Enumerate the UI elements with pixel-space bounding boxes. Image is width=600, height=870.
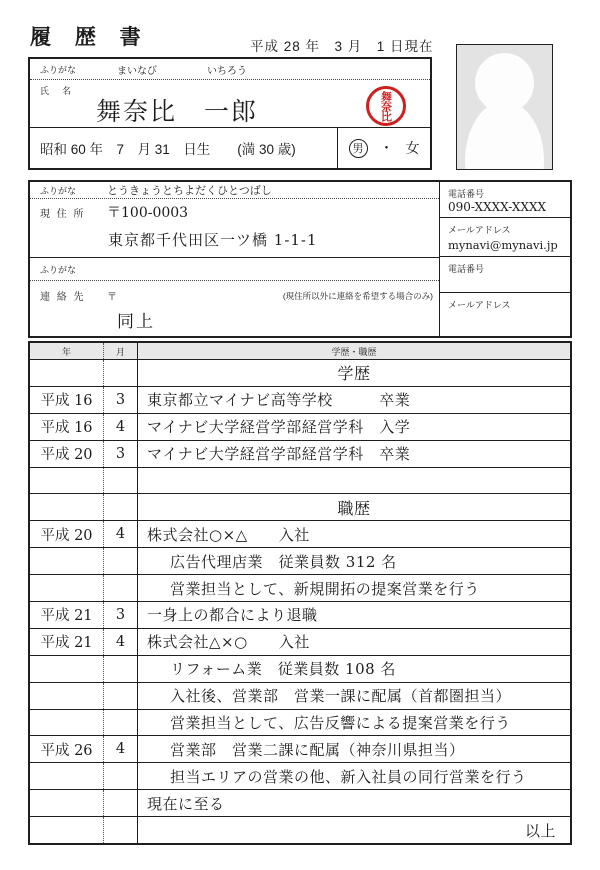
row-month xyxy=(104,683,138,709)
contact-phone-cell xyxy=(440,257,570,293)
birth-date: 昭和 60 年 7 月 31 日生 (満 30 歳) xyxy=(40,142,296,157)
table-row xyxy=(30,468,570,495)
row-month xyxy=(104,548,138,574)
table-row xyxy=(30,683,570,710)
row-detail: 入社後、営業部 営業一課に配属（首都圏担当） xyxy=(170,687,512,706)
row-detail: 一身上の都合により退職 xyxy=(147,606,318,625)
contact-main xyxy=(30,281,439,336)
furigana-givenname: いちろう xyxy=(207,65,247,77)
address-contact-section xyxy=(28,180,572,338)
row-detail: 職歴 xyxy=(337,498,371,518)
row-year xyxy=(30,710,104,736)
person-silhouette-body xyxy=(465,101,544,170)
birth-gender-row xyxy=(30,127,430,168)
phone-number: 090-XXXX-XXXX xyxy=(448,200,547,214)
row-month xyxy=(104,710,138,736)
row-month xyxy=(104,817,138,843)
row-detail: マイナビ大学経営学部経営学科 入学 xyxy=(147,418,411,437)
phone-label: 電話番号 xyxy=(448,264,485,274)
row-year: 平成 20 xyxy=(30,441,104,467)
contact-value: 同上 xyxy=(117,312,155,332)
row-year xyxy=(30,683,104,709)
email-cell xyxy=(440,218,570,257)
postal-code: 〒100-0003 xyxy=(107,205,189,221)
table-row xyxy=(30,710,570,737)
contact-furigana-row xyxy=(30,258,439,281)
row-month: 4 xyxy=(104,629,138,655)
table-row xyxy=(30,441,570,468)
postal-mark: 〒 xyxy=(107,292,117,303)
row-month xyxy=(104,763,138,789)
row-detail: 広告代理店業 従業員数 312 名 xyxy=(170,552,397,571)
month-column-header: 月 xyxy=(104,343,138,359)
detail-column-header: 学歴・職歴 xyxy=(331,346,377,357)
row-detail: 現在に至る xyxy=(147,794,225,813)
current-address-block xyxy=(30,182,439,258)
row-year xyxy=(30,763,104,789)
contact-label: 連 絡 先 xyxy=(40,292,86,303)
photo-placeholder xyxy=(456,44,553,170)
current-address-label: 現 住 所 xyxy=(40,209,86,220)
table-row xyxy=(30,629,570,656)
row-detail xyxy=(138,468,570,494)
row-year: 平成 16 xyxy=(30,387,104,413)
phone-cell xyxy=(440,182,570,218)
row-month: 4 xyxy=(104,736,138,762)
table-row xyxy=(30,817,570,843)
hanko-seal-icon xyxy=(366,86,406,126)
contact-note: (現住所以外に連絡を希望する場合のみ) xyxy=(282,291,433,301)
gender-dot: ・ xyxy=(379,140,394,156)
row-detail: 営業担当として、新規開拓の提案営業を行う xyxy=(170,579,480,598)
gender-male-selected: 男 xyxy=(349,139,368,158)
furigana-label: ふりがな xyxy=(40,185,77,196)
furigana-label: ふりがな xyxy=(40,264,77,275)
row-year: 平成 20 xyxy=(30,521,104,547)
row-year xyxy=(30,575,104,601)
email-label: メールアドレス xyxy=(448,300,511,310)
row-year xyxy=(30,790,104,816)
address-main xyxy=(30,199,439,257)
name-row xyxy=(30,80,430,127)
row-detail: 営業担当として、広告反響による提案営業を行う xyxy=(170,714,511,733)
row-month xyxy=(104,656,138,682)
row-month xyxy=(104,790,138,816)
row-detail: 学歴 xyxy=(337,364,371,384)
current-date: 平成 28 年 3 月 1 日現在 xyxy=(250,39,434,54)
name-label: 氏 名 xyxy=(40,86,74,96)
table-row xyxy=(30,360,570,387)
table-row xyxy=(30,414,570,441)
table-row xyxy=(30,790,570,817)
table-row xyxy=(30,548,570,575)
table-row xyxy=(30,763,570,790)
contact-email-cell xyxy=(440,293,570,336)
row-year: 平成 26 xyxy=(30,736,104,762)
row-detail: 株式会社○×△ 入社 xyxy=(147,525,310,544)
row-month: 3 xyxy=(104,602,138,628)
row-year: 平成 21 xyxy=(30,602,104,628)
contact-address-block xyxy=(30,258,439,336)
full-name: 舞奈比 一郎 xyxy=(96,97,259,126)
row-year: 平成 21 xyxy=(30,629,104,655)
row-month xyxy=(104,468,138,494)
email-address: mynavi@mynavi.jp xyxy=(448,238,558,252)
table-row xyxy=(30,656,570,683)
row-year xyxy=(30,494,104,520)
row-month: 3 xyxy=(104,441,138,467)
address-left-column xyxy=(30,182,439,336)
table-row xyxy=(30,602,570,629)
row-month xyxy=(104,360,138,386)
row-detail: 営業部 営業二課に配属（神奈川県担当） xyxy=(170,740,465,759)
year-column-header: 年 xyxy=(30,343,104,359)
street-address: 東京都千代田区一ツ橋 1-1-1 xyxy=(108,231,318,249)
row-year xyxy=(30,548,104,574)
education-work-history-table xyxy=(28,341,572,845)
furigana-surname: まいなび xyxy=(117,65,157,77)
table-row xyxy=(30,387,570,414)
gender-cell xyxy=(337,128,430,168)
address-furigana: とうきょうとちよだくひとつばし xyxy=(107,184,272,197)
gender-female: 女 xyxy=(405,140,420,156)
history-rows xyxy=(30,360,570,843)
table-row xyxy=(30,521,570,548)
row-month: 4 xyxy=(104,414,138,440)
name-section xyxy=(28,57,432,170)
table-row xyxy=(30,736,570,763)
phone-label: 電話番号 xyxy=(448,189,485,199)
table-row xyxy=(30,575,570,602)
row-month: 3 xyxy=(104,387,138,413)
address-furigana-row xyxy=(30,182,439,199)
row-year xyxy=(30,360,104,386)
row-detail: 以上 xyxy=(524,821,556,840)
row-year xyxy=(30,656,104,682)
name-furigana-row xyxy=(30,59,430,80)
email-label: メールアドレス xyxy=(448,225,511,235)
row-month xyxy=(104,494,138,520)
row-detail: 株式会社△×○ 入社 xyxy=(147,633,310,652)
seal-text: 舞奈比 xyxy=(379,91,393,121)
row-year xyxy=(30,468,104,494)
row-detail: リフォーム業 従業員数 108 名 xyxy=(170,660,396,679)
phone-email-column xyxy=(439,182,570,336)
page-title: 履 歴 書 xyxy=(30,26,150,49)
row-month xyxy=(104,575,138,601)
row-month: 4 xyxy=(104,521,138,547)
row-year xyxy=(30,817,104,843)
table-header-row xyxy=(30,343,570,360)
row-detail: 東京都立マイナビ高等学校 卒業 xyxy=(147,391,411,410)
furigana-label: ふりがな xyxy=(40,64,77,75)
row-detail: マイナビ大学経営学部経営学科 卒業 xyxy=(147,445,411,464)
table-row xyxy=(30,494,570,521)
row-detail: 担当エリアの営業の他、新入社員の同行営業を行う xyxy=(170,767,527,786)
row-year: 平成 16 xyxy=(30,414,104,440)
